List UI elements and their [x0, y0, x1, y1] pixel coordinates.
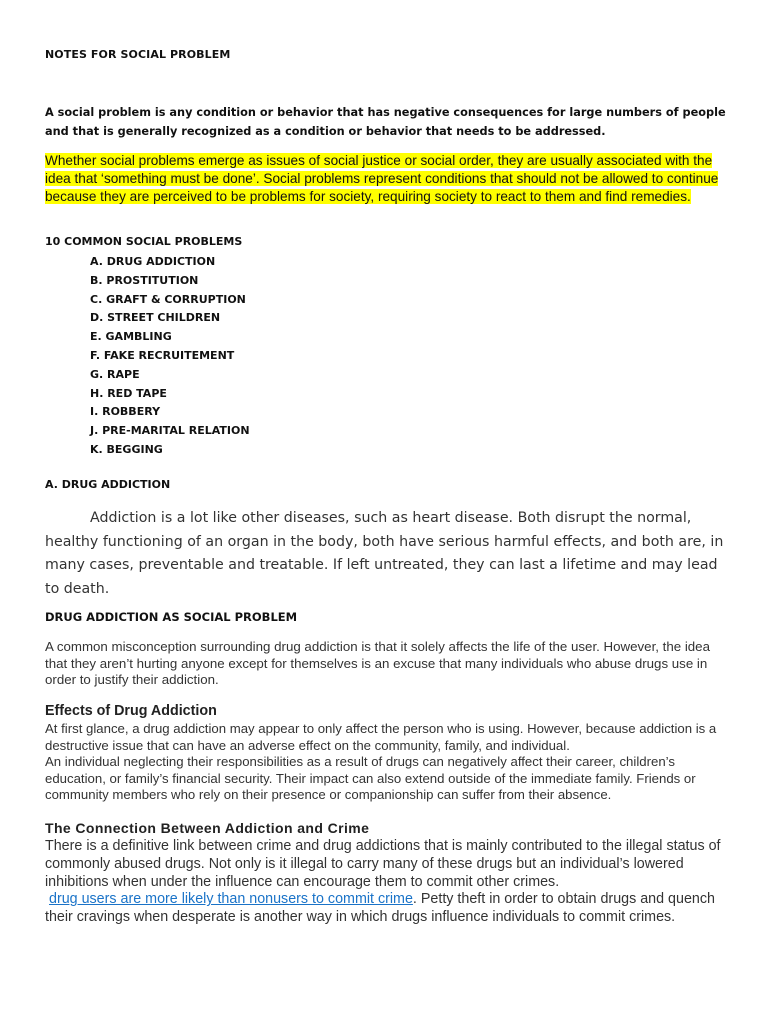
- connection-body: [45, 838, 728, 927]
- list-item: G. RAPE: [90, 367, 140, 381]
- connection-paragraph: There is a definitive link between crime and drug addictions that is mainly contributed to the illegal status of commonly abused drugs. Not only is it illegal to carry many of these drugs but an individual’s lowered inhibitions when under the influence can encourage them to commit other crimes.: [45, 838, 721, 890]
- document-title: NOTES FOR SOCIAL PROBLEM: [45, 48, 231, 61]
- list-item: A. DRUG ADDICTION: [90, 255, 216, 268]
- list-item: J. PRE-MARITAL RELATION: [90, 424, 250, 438]
- list-item: F. FAKE RECRUITEMENT: [90, 348, 235, 362]
- list-item: B. PROSTITUTION: [90, 273, 199, 287]
- misconception-paragraph: A common misconception surrounding drug addiction is that it solely affects the life of the user. However, the idea that they aren’t hurting anyone except for themselves is an excuse that many individuals who abuse drugs use in order to justify their addiction.: [45, 639, 710, 687]
- highlighted-paragraph-block: [45, 152, 728, 205]
- social-problems-list: [90, 253, 250, 460]
- intro-paragraph: A social problem is any condition or behavior that has negative consequences for large numbers of people and that is generally recognized as a condition or behavior that needs to be addressed.: [45, 106, 726, 138]
- section-a-heading: A. DRUG ADDICTION: [45, 478, 171, 491]
- list-heading: 10 COMMON SOCIAL PROBLEMS: [45, 235, 243, 248]
- crime-statistics-link[interactable]: drug users are more likely than nonusers to commit crime: [49, 891, 413, 908]
- highlighted-paragraph: Whether social problems emerge as issues of social justice or social order, they are usually associated with the idea that ‘something must be done’. Social problems represent conditions that should not be allowed to continue because they are perceived to be problems for society, requiring society to react to them and find remedies.: [45, 153, 719, 204]
- list-item: D. STREET CHILDREN: [90, 311, 221, 325]
- list-item: H. RED TAPE: [90, 386, 167, 400]
- list-item: E. GAMBLING: [90, 330, 172, 344]
- list-item: C. GRAFT & CORRUPTION: [90, 292, 246, 306]
- connection-heading: The Connection Between Addiction and Crime: [45, 820, 370, 836]
- effects-paragraph-1: At first glance, a drug addiction may appear to only affect the person who is using. However, because addiction is a destructive issue that can have an adverse effect on the community, family, and individual.: [45, 721, 717, 753]
- connection-paragraph-tail: . Petty theft in order to obtain drugs and quench their cravings when desperate is another way in which drugs influence individuals to commit crimes.: [45, 891, 715, 926]
- social-problem-heading: DRUG ADDICTION AS SOCIAL PROBLEM: [45, 610, 298, 624]
- effects-paragraph-2: An individual neglecting their responsibilities as a result of drugs can negatively affect their career, children’s education, or family’s financial security. Their impact can also extend outside of the immediate family. Friends or community members who rely on their presence or companionship can suffer from their absence.: [45, 754, 696, 803]
- addiction-paragraph: Addiction is a lot like other diseases, such as heart disease. Both disrupt the normal, healthy functioning of an organ in the body, both have serious harmful effects, and both are, in many cases, preventable and treatable. If left untreated, they can last a lifetime and may lead to death.: [45, 510, 724, 597]
- effects-body: [45, 721, 728, 804]
- effects-heading: Effects of Drug Addiction: [45, 703, 217, 719]
- list-item: K. BEGGING: [90, 442, 163, 456]
- list-item: I. ROBBERY: [90, 405, 161, 419]
